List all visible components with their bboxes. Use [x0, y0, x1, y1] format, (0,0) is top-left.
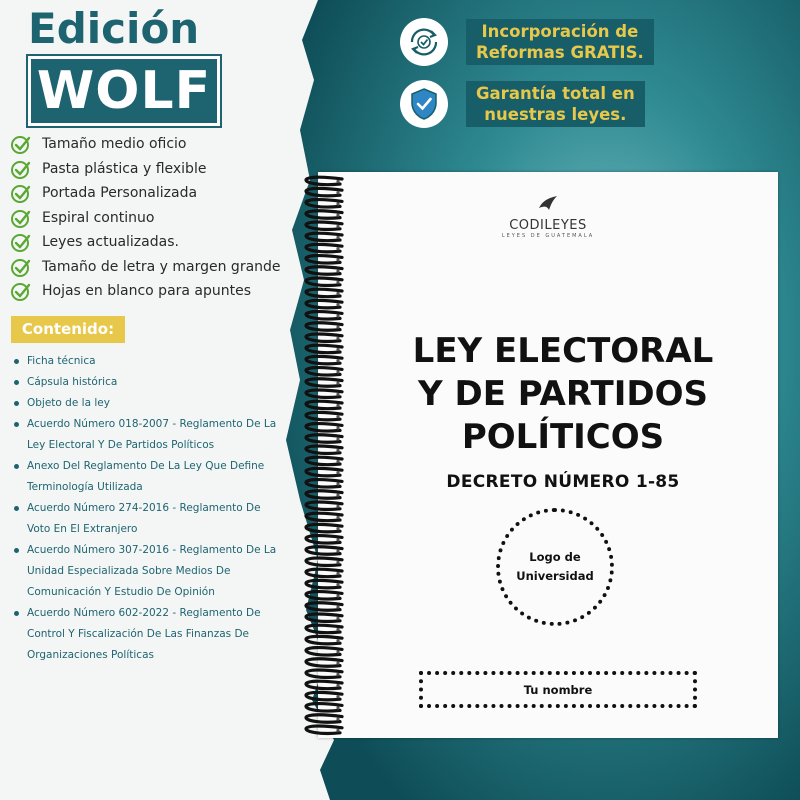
check-circle-icon	[10, 256, 32, 278]
spiral-hole	[336, 337, 339, 340]
spiral-hole	[336, 505, 339, 508]
contents-list	[12, 351, 282, 666]
spiral-hole	[336, 258, 339, 261]
spiral-hole	[336, 684, 339, 687]
contents-item-label: Acuerdo Número 018-2007 - Reglamento De La Ley Electoral Y De Partidos Políticos	[27, 418, 277, 451]
spiral-hole	[336, 382, 339, 385]
spiral-hole	[336, 561, 339, 564]
contents-item-label: Objeto de la ley	[27, 397, 110, 409]
book-title	[318, 330, 778, 459]
brand-name: CODILEYES	[509, 218, 587, 233]
promo-reforms-label	[466, 19, 654, 65]
contents-item	[12, 498, 282, 540]
contents-item	[12, 540, 282, 603]
spiral-hole	[336, 214, 339, 217]
bullet-icon	[14, 464, 19, 469]
spiral-hole	[336, 650, 339, 653]
bullet-icon	[14, 401, 19, 406]
title-line: Y DE PARTIDOS	[418, 374, 708, 414]
spiral-hole	[336, 606, 339, 609]
check-circle-icon	[10, 280, 32, 302]
contents-item	[12, 456, 282, 498]
promo-line: nuestras leyes.	[484, 105, 627, 124]
logo-line: Universidad	[516, 569, 594, 583]
contents-item-label: Acuerdo Número 602-2022 - Reglamento De Control Y Fiscalización De Las Finanzas De Organizaciones Políticas	[27, 607, 261, 661]
name-placeholder-box: Tu nombre	[419, 671, 697, 708]
feature-item	[10, 255, 281, 280]
wolf-badge	[28, 56, 220, 126]
spiral-hole	[336, 292, 339, 295]
spiral-hole	[336, 202, 339, 205]
bullet-icon	[14, 548, 19, 553]
spiral-hole	[336, 673, 339, 676]
bullet-icon	[14, 506, 19, 511]
spiral-hole	[336, 583, 339, 586]
spiral-hole	[336, 236, 339, 239]
check-circle-icon	[10, 207, 32, 229]
title-line: LEY ELECTORAL	[412, 331, 714, 371]
spiral-hole	[336, 303, 339, 306]
feature-label: Portada Personalizada	[42, 185, 198, 202]
spiral-hole	[336, 494, 339, 497]
bullet-icon	[14, 359, 19, 364]
spiral-hole	[336, 572, 339, 575]
spiral-hole	[336, 359, 339, 362]
title-line: POLÍTICOS	[461, 417, 665, 457]
check-circle-icon	[10, 182, 32, 204]
feature-label: Espiral continuo	[42, 209, 155, 226]
spiral-hole	[336, 527, 339, 530]
feature-label: Pasta plástica y flexible	[42, 160, 207, 177]
spiral-hole	[336, 180, 339, 183]
feature-item	[10, 206, 281, 231]
refresh-check-icon	[400, 18, 448, 66]
spiral-hole	[336, 628, 339, 631]
promo-line: Reformas GRATIS.	[476, 43, 644, 62]
spiral-hole	[336, 594, 339, 597]
feature-item	[10, 132, 281, 157]
edition-title: Edición	[28, 4, 200, 53]
shield-check-icon	[400, 80, 448, 128]
wolf-label: WOLF	[36, 61, 212, 121]
university-logo-placeholder	[496, 508, 614, 626]
spiral-hole	[336, 471, 339, 474]
spiral-hole	[336, 247, 339, 250]
contents-item-label: Acuerdo Número 307-2016 - Reglamento De La Unidad Especializada Sobre Medios De Comunicación Y Estudio De Opinión	[27, 544, 277, 598]
spiral-hole	[336, 460, 339, 463]
feature-label: Tamaño de letra y margen grande	[42, 258, 281, 275]
feature-item	[10, 230, 281, 255]
bullet-icon	[14, 380, 19, 385]
spiral-hole	[336, 538, 339, 541]
promo-line: Garantía total en	[476, 84, 635, 103]
spiral-binding	[300, 172, 350, 738]
spiral-hole	[336, 314, 339, 317]
spiral-hole	[336, 662, 339, 665]
brand-logo	[318, 194, 778, 239]
spiral-hole	[336, 415, 339, 418]
brand-tagline: LEYES DE GUATEMALA	[501, 233, 595, 239]
spiral-hole	[336, 270, 339, 273]
spiral-hole	[336, 516, 339, 519]
check-circle-icon	[10, 158, 32, 180]
spiral-hole	[336, 639, 339, 642]
bullet-icon	[14, 611, 19, 616]
contents-item-label: Ficha técnica	[27, 355, 96, 367]
promo-guarantee	[400, 80, 645, 128]
contents-item	[12, 414, 282, 456]
bullet-icon	[14, 422, 19, 427]
feature-label: Leyes actualizadas.	[42, 234, 179, 251]
promo-line: Incorporación de	[481, 22, 639, 41]
left-panel	[0, 0, 300, 800]
brand-bird-icon	[537, 194, 559, 212]
feature-list	[10, 132, 281, 304]
feature-item	[10, 279, 281, 304]
book-cover	[318, 172, 778, 738]
contents-item-label: Acuerdo Número 274-2016 - Reglamento De Voto En El Extranjero	[27, 502, 261, 535]
check-circle-icon	[10, 231, 32, 253]
contents-item	[12, 603, 282, 666]
promo-reforms	[400, 18, 654, 66]
feature-item	[10, 157, 281, 182]
contents-item	[12, 393, 282, 414]
spiral-hole	[336, 348, 339, 351]
spiral-hole	[336, 706, 339, 709]
spiral-hole	[336, 426, 339, 429]
contents-item	[12, 372, 282, 393]
feature-label: Tamaño medio oficio	[42, 136, 187, 153]
spiral-hole	[336, 718, 339, 721]
spiral-hole	[336, 393, 339, 396]
contents-item-label: Anexo Del Reglamento De La Ley Que Define Terminología Utilizada	[27, 460, 265, 493]
spiral-hole	[336, 370, 339, 373]
contents-item	[12, 351, 282, 372]
promo-guarantee-label	[466, 81, 645, 127]
contents-heading: Contenido:	[11, 316, 125, 343]
decree-number: DECRETO NÚMERO 1-85	[446, 472, 680, 492]
contents-item-label: Cápsula histórica	[27, 376, 118, 388]
spiral-hole	[336, 225, 339, 228]
spiral-hole	[336, 281, 339, 284]
spiral-hole	[336, 438, 339, 441]
spiral-hole	[336, 191, 339, 194]
spiral-hole	[336, 404, 339, 407]
spiral-hole	[336, 617, 339, 620]
check-circle-icon	[10, 133, 32, 155]
logo-line: Logo de	[529, 550, 581, 564]
spiral-hole	[336, 482, 339, 485]
spiral-hole	[336, 695, 339, 698]
spiral-hole	[336, 449, 339, 452]
feature-label: Hojas en blanco para apuntes	[42, 283, 252, 300]
spiral-hole	[336, 729, 339, 732]
spiral-hole	[336, 326, 339, 329]
spiral-hole	[336, 550, 339, 553]
feature-item	[10, 181, 281, 206]
